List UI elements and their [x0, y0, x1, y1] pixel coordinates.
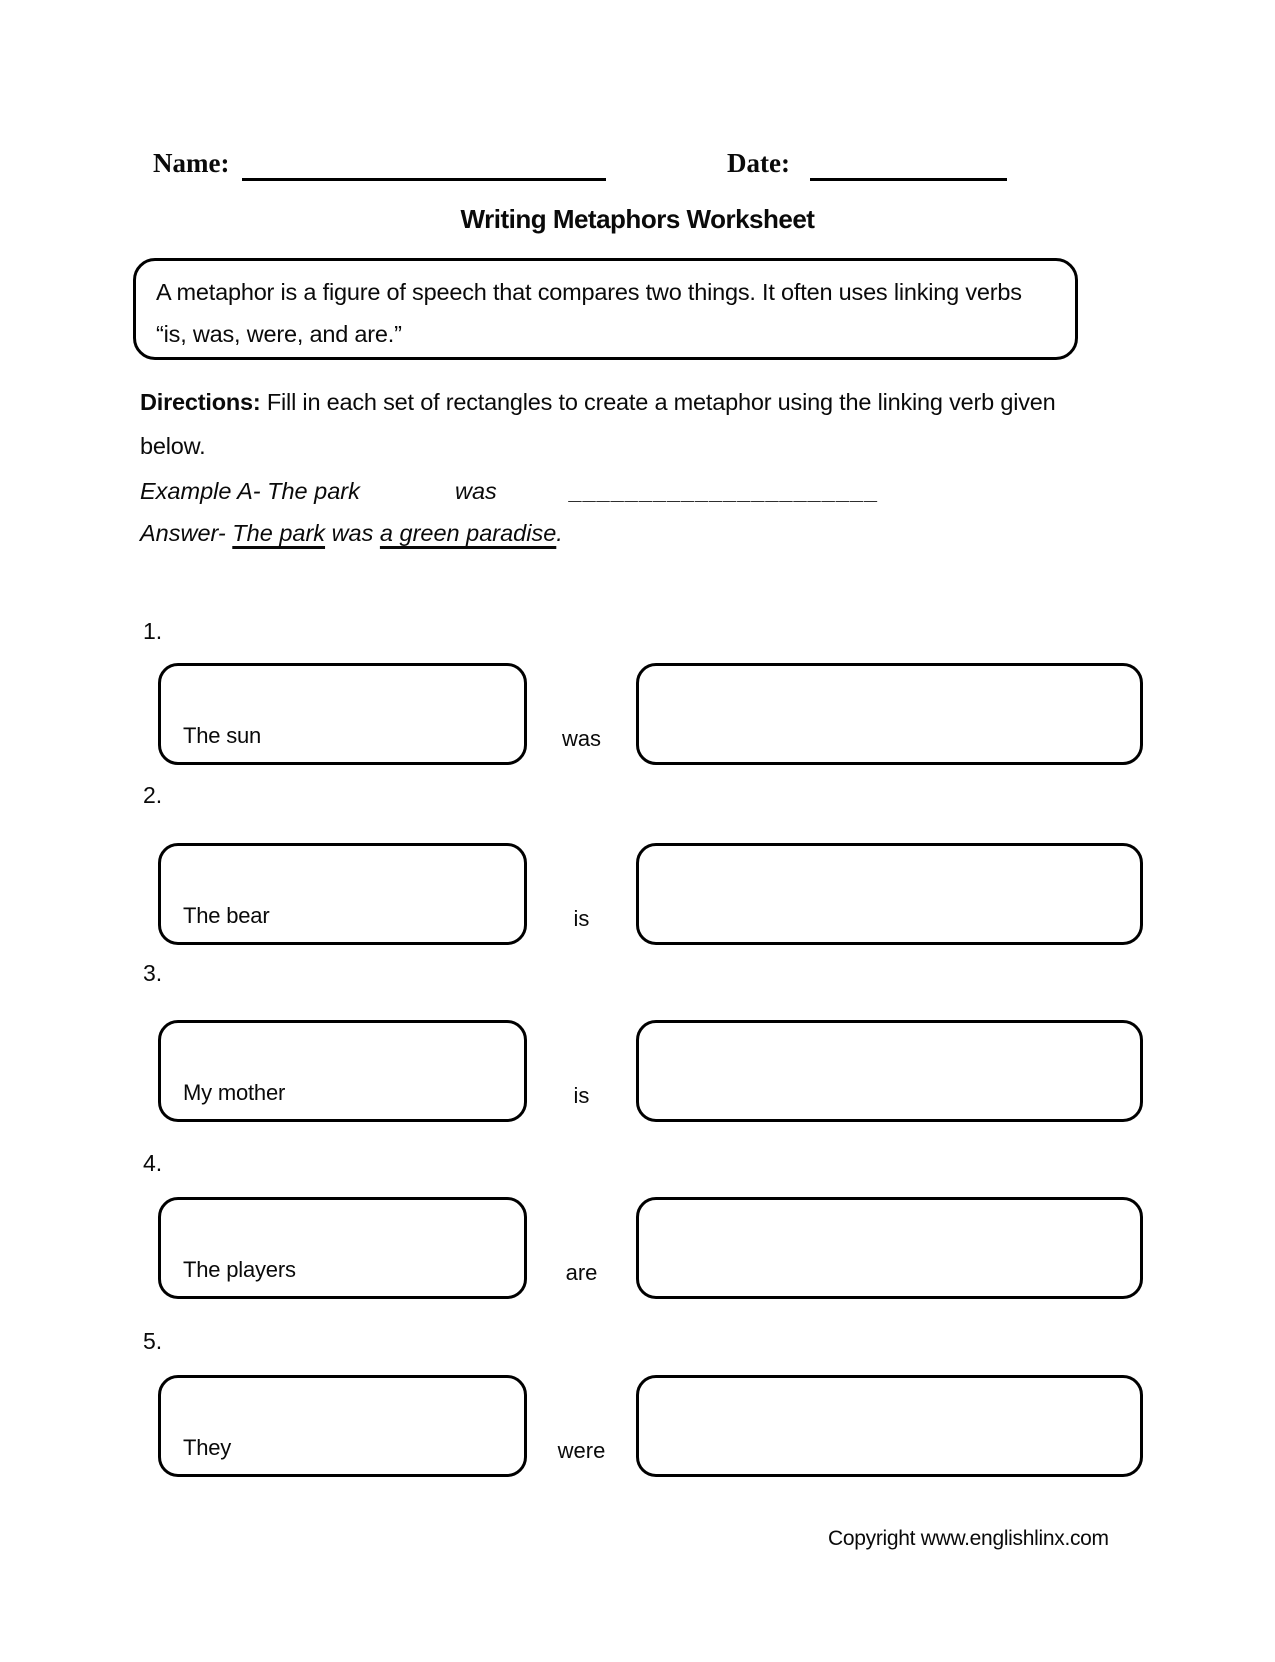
example-blank-line: ______________________	[570, 478, 880, 504]
item-1-answer-box[interactable]	[636, 663, 1143, 765]
date-blank-line[interactable]	[810, 178, 1007, 181]
item-5-subject: They	[183, 1435, 232, 1460]
item-1-number: 1.	[143, 618, 163, 644]
name-label: Name:	[153, 148, 230, 178]
page-title: Writing Metaphors Worksheet	[460, 204, 815, 234]
item-5-number: 5.	[143, 1328, 163, 1354]
answer-period: .	[556, 520, 563, 546]
item-2-verb: is	[573, 906, 590, 931]
example-row	[140, 478, 1100, 512]
item-5-verb: were	[557, 1438, 606, 1463]
item-4-subject: The players	[183, 1257, 296, 1282]
item-2-number: 2.	[143, 782, 163, 808]
item-4-verb: are	[565, 1260, 598, 1285]
item-2-answer-box[interactable]	[636, 843, 1143, 945]
item-3-number: 3.	[143, 960, 163, 986]
item-3-subject: My mother	[183, 1080, 286, 1105]
item-1-subject: The sun	[183, 723, 262, 748]
definition-box	[133, 258, 1078, 360]
name-blank-line[interactable]	[242, 178, 606, 181]
example-prefix: Example A- The park	[140, 478, 360, 504]
answer-label: Answer-	[140, 520, 233, 546]
item-3-subject-box	[158, 1020, 527, 1122]
date-label: Date:	[727, 148, 790, 178]
copyright-text: Copyright www.englishlinx.com	[828, 1527, 1109, 1550]
item-3-answer-box[interactable]	[636, 1020, 1143, 1122]
item-4-subject-box	[158, 1197, 527, 1299]
item-4-answer-box[interactable]	[636, 1197, 1143, 1299]
directions-label: Directions:	[140, 389, 261, 415]
item-5-subject-box	[158, 1375, 527, 1477]
answer-underlined-subject: The park	[232, 520, 326, 546]
item-5-answer-box[interactable]	[636, 1375, 1143, 1477]
item-1-subject-box	[158, 663, 527, 765]
item-1-verb: was	[561, 726, 602, 751]
item-4-number: 4.	[143, 1150, 163, 1176]
directions-text: Fill in each set of rectangles to create a metaphor using the linking verb given below.	[140, 389, 1056, 459]
directions	[140, 380, 1100, 468]
item-2-subject-box	[158, 843, 527, 945]
answer-middle: was	[325, 520, 380, 546]
example-verb: was	[455, 478, 497, 504]
answer-row	[140, 520, 563, 547]
item-2-subject: The bear	[183, 903, 270, 928]
item-3-verb: is	[573, 1083, 590, 1108]
definition-text: A metaphor is a figure of speech that compares two things. It often uses linking verbs “is, was, were, and are.”	[156, 279, 1022, 347]
answer-underlined-metaphor: a green paradise	[379, 520, 557, 546]
